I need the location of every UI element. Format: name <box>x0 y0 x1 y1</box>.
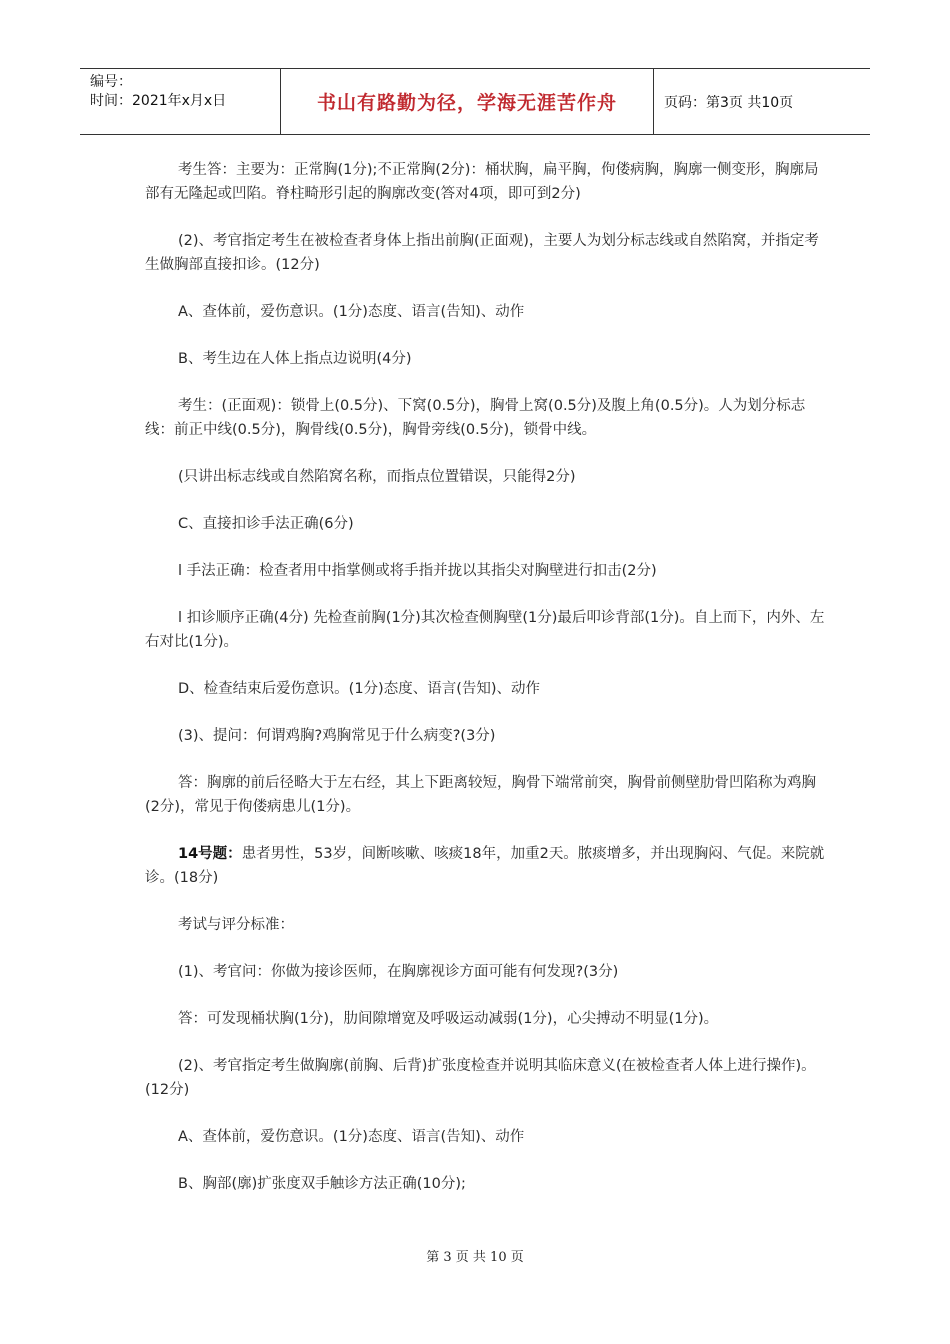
paragraph: (1)、考官问：你做为接诊医师，在胸廓视诊方面可能有何发现?(3分) <box>178 964 619 980</box>
paragraph: (2)、考官指定考生做胸廓(前胸、后背)扩张度检查并说明其临床意义(在被检查者人体上进行操作)。(12分) <box>145 1058 816 1098</box>
paragraph: B、考生边在人体上指点边说明(4分) <box>178 351 412 367</box>
paragraph: 考生：(正面观)：锁骨上(0.5分)、下窝(0.5分)，胸骨上窝(0.5分)及腹上角(0.5分)。人为划分标志线：前正中线(0.5分)，胸骨线(0.5分)，胸骨旁线(0.5分)，锁骨中线。 <box>145 398 806 438</box>
document-header <box>80 68 870 135</box>
paragraph: A、查体前，爱伤意识。(1分)态度、语言(告知)、动作 <box>178 304 525 320</box>
paragraph: 考生答：主要为：正常胸(1分);不正常胸(2分)：桶状胸，扁平胸，佝偻病胸，胸廓一侧变形，胸廓局部有无隆起或凹陷。脊柱畸形引起的胸廓改变(答对4项，即可到2分) <box>145 162 819 202</box>
paragraph: C、直接扣诊手法正确(6分) <box>178 516 354 532</box>
time-label: 时间：2021年x月x日 <box>90 93 227 109</box>
paragraph: l 扣诊顺序正确(4分) 先检查前胸(1分)其次检查侧胸壁(1分)最后叩诊背部(1分)。自上而下，内外、左右对比(1分)。 <box>145 610 825 650</box>
paragraph: l 手法正确：检查者用中指掌侧或将手指并拢以其指尖对胸壁进行扣击(2分) <box>178 563 657 579</box>
paragraph: 考试与评分标准： <box>178 917 294 933</box>
page-indicator: 页码：第3页 共10页 <box>664 94 794 111</box>
paragraph: (2)、考官指定考生在被检查者身体上指出前胸(正面观)，主要人为划分标志线或自然陷窝，并指定考生做胸部直接扣诊。(12分) <box>145 233 819 273</box>
document-body <box>145 158 825 1219</box>
footer-page-number: 第 3 页 共 10 页 <box>426 1250 524 1265</box>
paragraph: (3)、提问：何谓鸡胸?鸡胸常见于什么病变?(3分) <box>178 728 496 744</box>
paragraph: (只讲出标志线或自然陷窝名称，而指点位置错误，只能得2分) <box>178 469 576 485</box>
paragraph: 答：胸廓的前后径略大于左右经，其上下距离较短，胸骨下端常前突，胸骨前侧壁肋骨凹陷称为鸡胸(2分)，常见于佝偻病患儿(1分)。 <box>145 775 816 815</box>
paragraph: D、检查结束后爱伤意识。(1分)态度、语言(告知)、动作 <box>178 681 541 697</box>
header-motto-cell <box>281 69 654 134</box>
paragraph: B、胸部(廓)扩张度双手触诊方法正确(10分); <box>178 1176 466 1192</box>
motto-text: 书山有路勤为径，学海无涯苦作舟 <box>316 92 617 114</box>
paragraph: 答：可发现桶状胸(1分)，肋间隙增宽及呼吸运动减弱(1分)，心尖搏动不明显(1分)。 <box>178 1011 719 1027</box>
paragraph: 14号题：患者男性，53岁，间断咳嗽、咳痰18年，加重2天。脓痰增多，并出现胸闷、气促。来院就诊。(18分) <box>145 846 825 886</box>
page-footer <box>0 1246 950 1265</box>
header-page-cell <box>654 69 870 134</box>
number-label: 编号： <box>90 74 132 90</box>
paragraph: A、查体前，爱伤意识。(1分)态度、语言(告知)、动作 <box>178 1129 525 1145</box>
question-number: 14号题： <box>178 846 242 862</box>
header-meta <box>80 69 281 134</box>
